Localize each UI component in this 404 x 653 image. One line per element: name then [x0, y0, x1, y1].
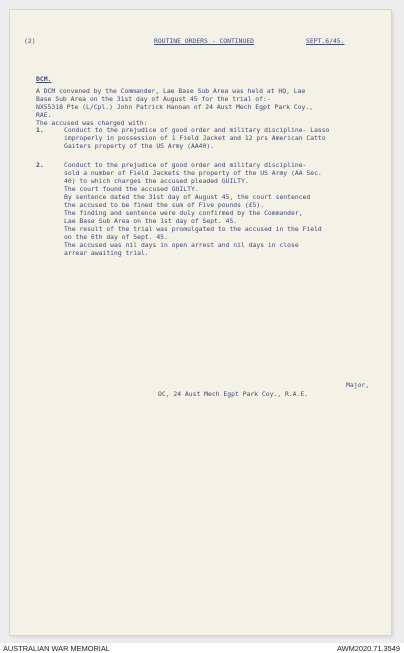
- footer-accession-number: AWM2020.71.3549: [337, 644, 400, 653]
- archive-footer: [0, 643, 404, 653]
- intro-line: A DCM convened by the Commander, Lae Base Sub Area was held at HQ, Lae: [36, 87, 306, 95]
- charge-number: 1.: [36, 126, 44, 134]
- charge-line: By sentence dated the 31st day of August 45, the court sentenced: [64, 193, 311, 201]
- charge-line: Conduct to the prejudice of good order and military discipline-: [64, 161, 307, 169]
- charge-line: The finding and sentence were duly confirmed by the Commander,: [64, 209, 303, 217]
- intro-line: Base Sub Area on the 31st day of August 45 for the trial of:-: [36, 95, 271, 103]
- charge-line: The result of the trial was promulgated to the accused in the Field: [64, 225, 322, 233]
- document-page: [10, 10, 391, 635]
- charge-line: The accused was nil days in open arrest and nil days in close: [64, 241, 299, 249]
- intro-line: RAE.: [36, 111, 52, 119]
- charge-line: the accused to be fined the sum of Five pounds (£5).: [64, 201, 265, 209]
- charge-line: Conduct to the prejudice of good order and military discipline- Lasso: [64, 126, 330, 134]
- document-title: ROUTINE ORDERS - CONTINUED: [154, 37, 255, 45]
- charge-line: The court found the accused GUILTY.: [64, 185, 199, 193]
- signature-unit: OC, 24 Aust Mech Egpt Park Coy., R.A.E.: [158, 390, 309, 398]
- document-date: SEPT.6/45.: [306, 37, 345, 45]
- charge-line: arrear awaiting trial.: [64, 249, 149, 257]
- section-heading: DCM.: [36, 75, 52, 83]
- charge-number: 2.: [36, 161, 44, 169]
- intro-line: The accused was charged with:: [36, 119, 148, 127]
- charge-line: Lae Base Sub Area on the 1st day of Sept. 45.: [64, 217, 238, 225]
- signature-rank: Major,: [346, 381, 370, 389]
- footer-institution: AUSTRALIAN WAR MEMORIAL: [3, 644, 110, 653]
- charge-line: on the 6th day of Sept. 45.: [64, 233, 168, 241]
- charge-line: Gaiters property of the US Army (AA40).: [64, 142, 215, 150]
- charge-line: sold a number of Field Jackets the property of the US Army (AA Sec.: [64, 169, 322, 177]
- charge-line: 40) to which charges the accused pleaded GUILTY.: [64, 177, 249, 185]
- intro-line: NX55318 Pte (L/Cpl.) John Patrick Hannan of 24 Aust Mech Egpt Park Coy.,: [36, 103, 314, 111]
- charge-line: improperly in possession of 1 Field Jacket and 12 prs American Catto: [64, 134, 326, 142]
- page-number: (2): [24, 37, 36, 45]
